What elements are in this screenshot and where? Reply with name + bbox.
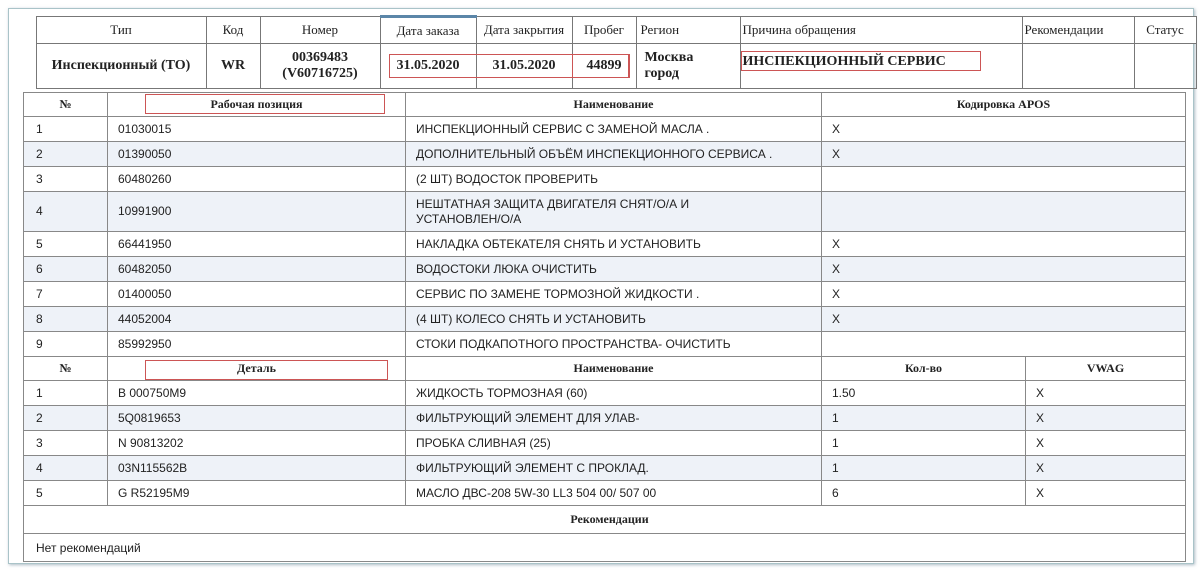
recommendations-text: Нет рекомендаций: [24, 534, 1186, 562]
work-row: [24, 282, 1186, 307]
parts-col-qty: Кол-во: [822, 357, 1026, 381]
part-no: 4: [24, 456, 108, 481]
work-no: 4: [24, 192, 108, 232]
parts-header-row: [24, 357, 1186, 381]
part-qty: 1: [822, 431, 1026, 456]
close-date: 31.05.2020: [476, 44, 572, 89]
header-columns-row: [12, 17, 1196, 44]
works-col-position: Рабочая позиция: [108, 93, 406, 117]
part-row: [24, 406, 1186, 431]
work-name: ВОДОСТОКИ ЛЮКА ОЧИСТИТЬ: [406, 257, 822, 282]
part-row: [24, 456, 1186, 481]
part-no: 3: [24, 431, 108, 456]
recommendations-header-row: [24, 506, 1186, 534]
header-spacer: [12, 44, 36, 89]
part-name: ФИЛЬТРУЮЩИЙ ЭЛЕМЕНТ С ПРОКЛАД.: [406, 456, 822, 481]
part-no: 1: [24, 381, 108, 406]
parts-col-vwag: VWAG: [1026, 357, 1186, 381]
header-recommendations: [1022, 44, 1134, 89]
part-name: ЖИДКОСТЬ ТОРМОЗНАЯ (60): [406, 381, 822, 406]
part-vwag: X: [1026, 431, 1186, 456]
work-no: 5: [24, 232, 108, 257]
part-number: G R52195M9: [108, 481, 406, 506]
work-position: 85992950: [108, 332, 406, 357]
work-no: 7: [24, 282, 108, 307]
work-no: 1: [24, 117, 108, 142]
work-apos: X: [822, 232, 1186, 257]
work-row: [24, 142, 1186, 167]
order-type: Инспекционный (ТО): [36, 44, 206, 89]
part-row: [24, 481, 1186, 506]
col-order-date: Дата заказа: [380, 17, 476, 44]
work-row: [24, 167, 1186, 192]
work-name: НАКЛАДКА ОБТЕКАТЕЛЯ СНЯТЬ И УСТАНОВИТЬ: [406, 232, 822, 257]
work-apos: X: [822, 117, 1186, 142]
part-name: ФИЛЬТРУЮЩИЙ ЭЛЕМЕНТ ДЛЯ УЛАВ-: [406, 406, 822, 431]
work-row: [24, 232, 1186, 257]
col-close-date: Дата закрытия: [476, 17, 572, 44]
part-row: [24, 431, 1186, 456]
work-position: 60480260: [108, 167, 406, 192]
work-row: [24, 307, 1186, 332]
part-qty: 1: [822, 456, 1026, 481]
part-no: 5: [24, 481, 108, 506]
works-col-name: Наименование: [406, 93, 822, 117]
part-name: ПРОБКА СЛИВНАЯ (25): [406, 431, 822, 456]
header-values-row: [12, 44, 1196, 89]
region-type: город: [644, 66, 679, 81]
work-row: [24, 117, 1186, 142]
col-type: Тип: [36, 17, 206, 44]
order-number-main: 00369483: [292, 50, 348, 65]
mileage: 44899: [572, 44, 636, 89]
work-position: 01030015: [108, 117, 406, 142]
work-name-line: УСТАНОВЛЕН/О/А: [416, 211, 522, 226]
work-name: ДОПОЛНИТЕЛЬНЫЙ ОБЪЁМ ИНСПЕКЦИОННОГО СЕРВИСА .: [406, 142, 822, 167]
recommendations-value-row: [24, 534, 1186, 562]
work-apos: [822, 167, 1186, 192]
region: [636, 44, 740, 89]
recommendations-title: Рекомендации: [24, 506, 1186, 534]
work-name: СЕРВИС ПО ЗАМЕНЕ ТОРМОЗНОЙ ЖИДКОСТИ .: [406, 282, 822, 307]
order-header-table: [12, 15, 1197, 89]
col-mileage: Пробег: [572, 17, 636, 44]
work-apos: X: [822, 257, 1186, 282]
work-name-line: НЕШТАТНАЯ ЗАЩИТА ДВИГАТЕЛЯ СНЯТ/О/А И: [416, 196, 690, 211]
work-no: 3: [24, 167, 108, 192]
order-number-vin: (V60716725): [282, 66, 358, 81]
work-name: (4 ШТ) КОЛЕСО СНЯТЬ И УСТАНОВИТЬ: [406, 307, 822, 332]
col-recommendations: Рекомендации: [1022, 17, 1134, 44]
work-row: [24, 332, 1186, 357]
part-vwag: X: [1026, 406, 1186, 431]
col-region: Регион: [636, 17, 740, 44]
col-reason: Причина обращения: [740, 17, 1022, 44]
works-header-row: [24, 93, 1186, 117]
col-number: Номер: [260, 17, 380, 44]
col-status: Статус: [1134, 17, 1196, 44]
work-position: 01400050: [108, 282, 406, 307]
work-name: (2 ШТ) ВОДОСТОК ПРОВЕРИТЬ: [406, 167, 822, 192]
part-number: 03N115562B: [108, 456, 406, 481]
work-position: 60482050: [108, 257, 406, 282]
order-code: WR: [206, 44, 260, 89]
part-qty: 1.50: [822, 381, 1026, 406]
part-vwag: X: [1026, 381, 1186, 406]
works-col-no: №: [24, 93, 108, 117]
works-col-apos: Кодировка APOS: [822, 93, 1186, 117]
work-no: 6: [24, 257, 108, 282]
work-name: СТОКИ ПОДКАПОТНОГО ПРОСТРАНСТВА- ОЧИСТИТЬ: [406, 332, 822, 357]
part-qty: 6: [822, 481, 1026, 506]
header-spacer: [12, 17, 36, 44]
work-no: 8: [24, 307, 108, 332]
work-apos: [822, 192, 1186, 232]
visit-reason: ИНСПЕКЦИОННЫЙ СЕРВИС: [740, 44, 1022, 89]
part-name: МАСЛО ДВС-208 5W-30 LL3 504 00/ 507 00: [406, 481, 822, 506]
part-vwag: X: [1026, 481, 1186, 506]
part-number: 5Q0819653: [108, 406, 406, 431]
part-vwag: X: [1026, 456, 1186, 481]
parts-col-part: Деталь: [108, 357, 406, 381]
work-no: 9: [24, 332, 108, 357]
part-number: N 90813202: [108, 431, 406, 456]
work-position: 01390050: [108, 142, 406, 167]
parts-col-name: Наименование: [406, 357, 822, 381]
work-position: 66441950: [108, 232, 406, 257]
col-code: Код: [206, 17, 260, 44]
work-no: 2: [24, 142, 108, 167]
order-date: 31.05.2020: [380, 44, 476, 89]
parts-col-no: №: [24, 357, 108, 381]
work-name: ИНСПЕКЦИОННЫЙ СЕРВИС С ЗАМЕНОЙ МАСЛА .: [406, 117, 822, 142]
work-name: [406, 192, 822, 232]
part-qty: 1: [822, 406, 1026, 431]
order-details-table: [23, 92, 1186, 562]
order-status: [1134, 44, 1196, 89]
work-position: 44052004: [108, 307, 406, 332]
work-apos: X: [822, 282, 1186, 307]
work-apos: X: [822, 142, 1186, 167]
order-number: [260, 44, 380, 89]
work-row: [24, 257, 1186, 282]
work-apos: [822, 332, 1186, 357]
part-row: [24, 381, 1186, 406]
work-row: [24, 192, 1186, 232]
region-city: Москва: [644, 50, 694, 65]
part-no: 2: [24, 406, 108, 431]
part-number: B 000750M9: [108, 381, 406, 406]
work-apos: X: [822, 307, 1186, 332]
work-position: 10991900: [108, 192, 406, 232]
